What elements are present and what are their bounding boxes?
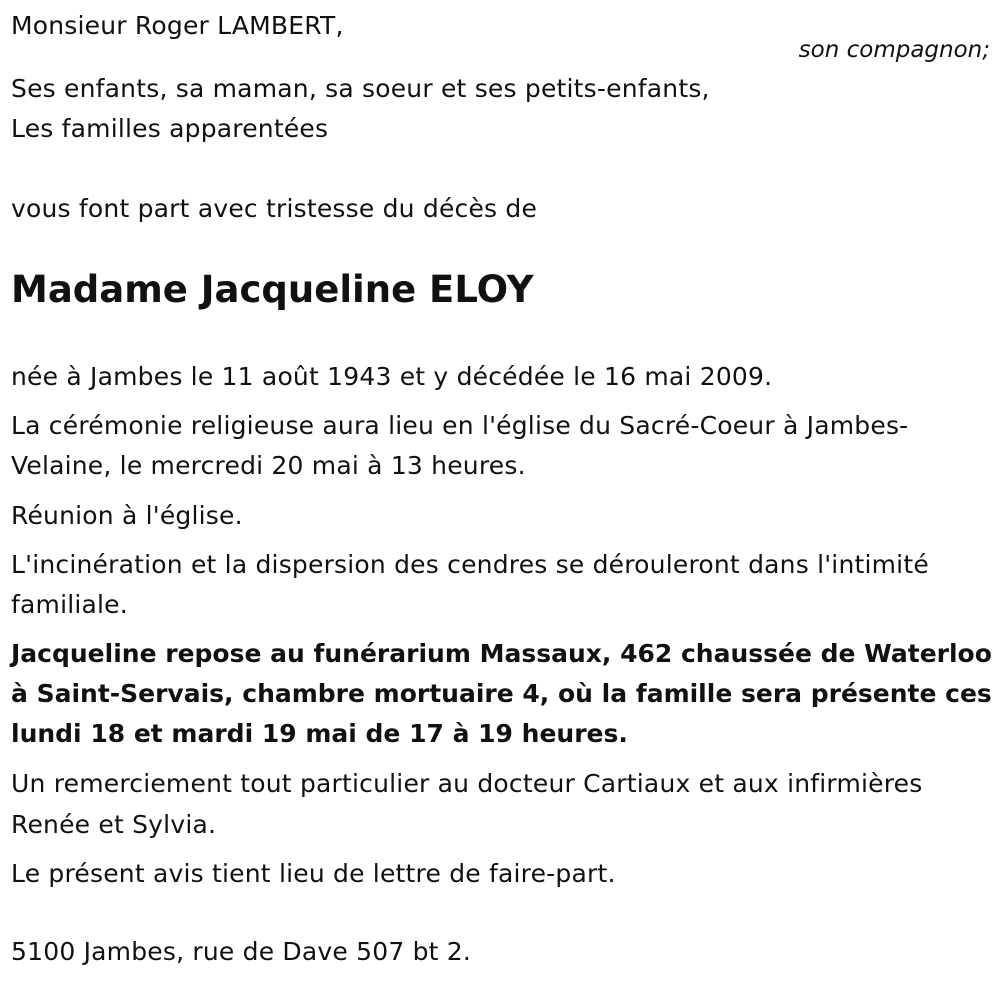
faire-part-line: Le présent avis tient lieu de lettre de faire-part. bbox=[11, 859, 616, 888]
announcer-line: Monsieur Roger LAMBERT, bbox=[11, 11, 344, 40]
announcement-line: vous font part avec tristesse du décès de bbox=[11, 194, 538, 223]
family-line: Ses enfants, sa maman, sa soeur et ses petits-enfants, bbox=[11, 74, 710, 103]
deceased-name: Madame Jacqueline ELOY bbox=[11, 268, 534, 311]
reunion-line: Réunion à l'église. bbox=[11, 501, 243, 530]
address-line: 5100 Jambes, rue de Dave 507 bt 2. bbox=[11, 937, 472, 966]
cremation-line-2: familiale. bbox=[11, 590, 128, 619]
funeral-home-line-1: Jacqueline repose au funérarium Massaux, 462 chaussée de Waterloo bbox=[11, 639, 992, 668]
cremation-line-1: L'incinération et la dispersion des cendres se dérouleront dans l'intimité bbox=[11, 550, 929, 579]
thanks-line-2: Renée et Sylvia. bbox=[11, 810, 217, 839]
funeral-home-line-3: lundi 18 et mardi 19 mai de 17 à 19 heures. bbox=[11, 719, 628, 748]
ceremony-line-1: La cérémonie religieuse aura lieu en l'église du Sacré-Coeur à Jambes- bbox=[11, 411, 909, 440]
relatives-line: Les familles apparentées bbox=[11, 114, 329, 143]
birth-death-line: née à Jambes le 11 août 1943 et y décédée le 16 mai 2009. bbox=[11, 362, 773, 391]
ceremony-line-2: Velaine, le mercredi 20 mai à 13 heures. bbox=[11, 451, 526, 480]
funeral-home-line-2: à Saint-Servais, chambre mortuaire 4, où la famille sera présente ces bbox=[11, 679, 992, 708]
thanks-line-1: Un remerciement tout particulier au docteur Cartiaux et aux infirmières bbox=[11, 769, 923, 798]
relation-note: son compagnon; bbox=[798, 37, 990, 63]
